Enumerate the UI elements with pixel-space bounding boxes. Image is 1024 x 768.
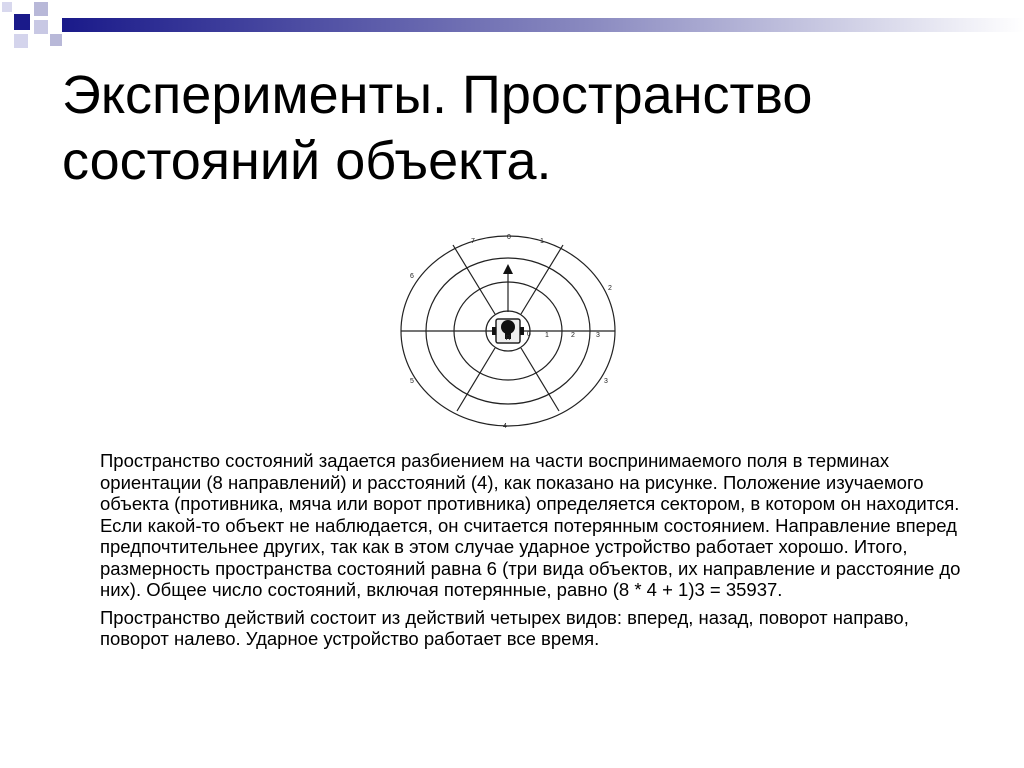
deco-square [50,34,62,46]
orientation-label-1: 1 [540,238,544,245]
paragraph-action-space: Пространство действий состоит из действий четырех видов: вперед, назад, поворот направо, поворот налево. Ударное устройство работает все время. [100,606,909,649]
forward-arrow-head [503,264,513,274]
title-line-1: Эксперименты. Пространство [62,65,813,125]
orientation-label-4: 4 [503,423,507,430]
orientation-label-2: 2 [608,285,612,292]
deco-square [34,20,48,34]
title-line-2: состояний объекта. [62,131,552,191]
slide-body [100,450,980,656]
state-space-diagram [395,228,625,438]
distance-label-3: 3 [596,332,600,339]
orientation-label-7: 7 [471,238,475,245]
deco-square [2,2,12,12]
distance-label-1: 1 [545,332,549,339]
distance-label-2: 2 [571,332,575,339]
deco-square [14,14,30,30]
slide-title [62,62,962,194]
deco-square [14,34,28,48]
distance-label-0: 0 [527,331,531,338]
sector-divider [453,245,495,314]
sector-divider [521,245,563,314]
deco-square [34,2,48,16]
orientation-label-5: 5 [410,378,414,385]
orientation-label-0: 0 [507,234,511,241]
header-gradient-bar [62,18,1024,32]
header-decoration [0,0,1024,60]
paragraph-state-space: Пространство состояний задается разбиением на части воспринимаемого поля в терминах ориентации (8 направлений) и расстояний (4), как показано на рисунке. Положение изучаемого объекта (противника, мяча или ворот противника) определяется сектором, в котором он находится. Если какой-то объект не наблюдается, он считается потерянным состоянием. Направление вперед предпочтительнее других, так как в этом случае ударное устройство работает хорошо. Итого, размерность пространства состояний равна 6 (три вида объектов, их направление и расстояние до них). Общее число состояний, включая потерянные, равно (8 * 4 + 1)3 = 35937. [100,450,961,600]
orientation-label-3: 3 [604,378,608,385]
robot-label: R [505,335,511,342]
orientation-label-6: 6 [410,273,414,280]
robot-icon [492,319,524,343]
